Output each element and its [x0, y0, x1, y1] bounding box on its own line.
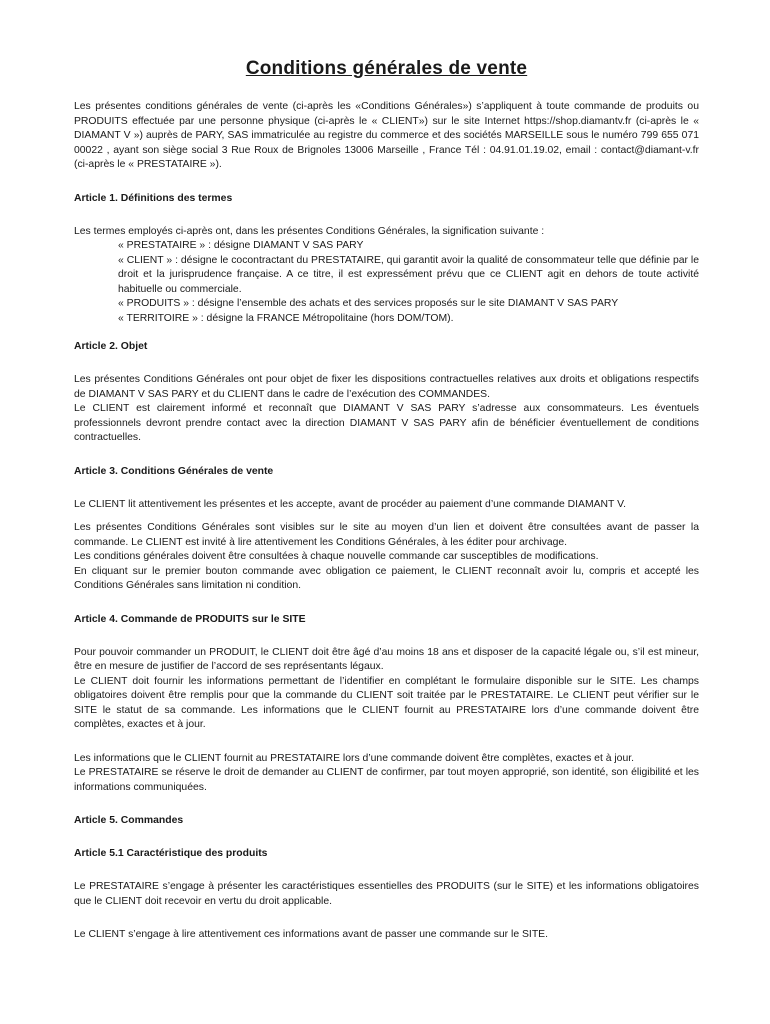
- article-4-paragraph: Le CLIENT doit fournir les informations permettant de l’identifier en complétant le formulaire disponible sur le SITE. Les champs obligatoires doivent être remplis pour que la commande du CLIENT soit traitée par le PRESTATAIRE. Le CLIENT peut vérifier sur le SITE le statut de sa commande. Les informations que le CLIENT fournit au PRESTATAIRE lors d’une commande doivent être complètes, exactes et à jour.: [74, 675, 699, 730]
- definition-item: « TERRITOIRE » : désigne la FRANCE Métropolitaine (hors DOM/TOM).: [118, 312, 454, 324]
- article-4-heading: Article 4. Commande de PRODUITS sur le SITE: [74, 613, 306, 625]
- definition-item: « PRESTATAIRE » : désigne DIAMANT V SAS PARY: [118, 240, 364, 251]
- article-5-1-paragraph: Le CLIENT s’engage à lire attentivement ces informations avant de passer une commande sur le SITE.: [74, 929, 548, 940]
- article-1-heading: Article 1. Définitions des termes: [74, 192, 233, 204]
- article-5-1-heading: Article 5.1 Caractéristique des produits: [74, 848, 268, 859]
- article-4-paragraph: Les informations que le CLIENT fournit au PRESTATAIRE lors d’une commande doivent être complètes, exactes et à jour.: [74, 752, 635, 764]
- article-3-paragraph: En cliquant sur le premier bouton commande avec obligation ce paiement, le CLIENT reconnaît avoir lu, compris et accepté les Conditions Générales sans limitation ni condition.: [74, 565, 699, 591]
- article-3-heading: Article 3. Conditions Générales de vente: [74, 465, 274, 477]
- document-page: [74, 58, 699, 943]
- article-3-paragraph: Le CLIENT lit attentivement les présentes et les accepte, avant de procéder au paiement d’une commande DIAMANT V.: [74, 498, 626, 510]
- article-1-lead: Les termes employés ci-après ont, dans les présentes Conditions Générales, la signification suivante :: [74, 225, 545, 237]
- definition-item: « PRODUITS » : désigne l’ensemble des achats et des services proposés sur le site DIAMANT V SAS PARY: [118, 298, 619, 309]
- article-5-1-paragraph: Le PRESTATAIRE s’engage à présenter les caractéristiques essentielles des PRODUITS (sur le SITE) et les informations obligatoires que le CLIENT doit recevoir en vertu du droit applicable.: [74, 881, 699, 907]
- article-5-heading: Article 5. Commandes: [74, 815, 184, 826]
- article-2-heading: Article 2. Objet: [74, 341, 148, 352]
- article-2-paragraph: Les présentes Conditions Générales ont pour objet de fixer les dispositions contractuelles relatives aux droits et obligations respectifs de DIAMANT V SAS PARY et du CLIENT dans le cadre de l’exécution des COMMANDES.: [74, 374, 699, 400]
- article-4-paragraph: Pour pouvoir commander un PRODUIT, le CLIENT doit être âgé d’au moins 18 ans et disposer de la capacité légale ou, s’il est mineur, être en mesure de justifier de l’accord de ses représentants légaux.: [74, 646, 699, 672]
- definitions-list: [74, 239, 699, 326]
- definition-item: « CLIENT » : désigne le cocontractant du PRESTATAIRE, qui garantit avoir la qualité de consommateur telle que définie par le droit et la jurisprudence française. A ce titre, il est expressément prévu que ce CLIENT agit en dehors de toute activité habituelle ou commerciale.: [118, 254, 699, 295]
- article-2-paragraph: Le CLIENT est clairement informé et reconnaît que DIAMANT V SAS PARY s’adresse aux consommateurs. Les éventuels professionnels devront prendre contact avec la direction DIAMANT V SAS PARY afin de bénéficier éventuellement de conditions contractuelles.: [74, 403, 699, 443]
- article-3-paragraph: Les conditions générales doivent être consultées à chaque nouvelle commande car susceptibles de modifications.: [74, 551, 599, 562]
- intro-paragraph: Les présentes conditions générales de vente (ci-après les «Conditions Générales») s’appliquent à toute commande de produits ou PRODUITS effectuée par une personne physique (ci-après le « CLIENT») sur le site Internet https://shop.diamantv.fr (ci-après le « DIAMANT V ») auprès de PARY, SAS immatriculée au registre du commerce et des sociétés MARSEILLE sous le numéro 799 655 071 00022 , ayant son siège social 3 Rue Roux de Brignoles 13006 Marseille , France Tél : 04.91.01.19.02, email : contact@diamant-v.fr (ci-après le « PRESTATAIRE »).: [74, 101, 699, 170]
- article-3-paragraph: Les présentes Conditions Générales sont visibles sur le site au moyen d’un lien et doivent être consultées avant de passer la commande. Le CLIENT est invité à lire attentivement les Conditions Générales, à les éditer pour archivage.: [74, 522, 699, 548]
- page-title: Conditions générales de vente: [245, 58, 528, 79]
- article-4-paragraph: Le PRESTATAIRE se réserve le droit de demander au CLIENT de confirmer, par tout moyen approprié, son identité, son éligibilité et les informations communiquées.: [74, 767, 699, 793]
